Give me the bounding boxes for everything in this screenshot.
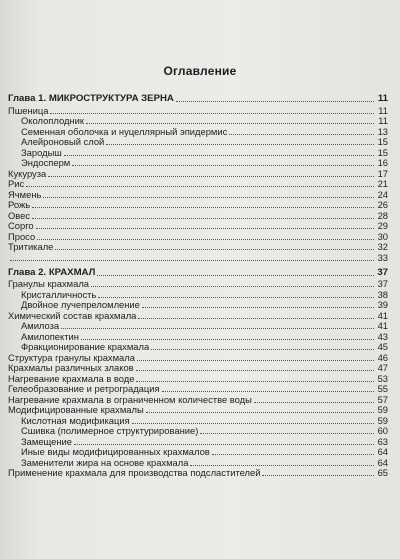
toc-entry — [8, 352, 388, 363]
entry-page-number: 39 — [377, 299, 388, 310]
dot-leader — [136, 370, 374, 371]
entry-page-number: 17 — [377, 167, 388, 179]
dot-leader — [142, 307, 374, 308]
toc-entry — [8, 252, 388, 263]
entry-page-number: 43 — [377, 330, 388, 342]
table-of-contents — [8, 92, 388, 478]
entry-page-number: 32 — [377, 241, 388, 252]
toc-entry — [8, 158, 388, 169]
entry-title: Гелеобразование и ретроградация — [8, 383, 160, 394]
entry-page-number: 41 — [377, 320, 388, 331]
dot-leader — [106, 144, 374, 145]
toc-entry — [8, 468, 388, 479]
toc-entry — [8, 242, 388, 253]
dot-leader — [229, 134, 374, 135]
toc-entry — [8, 331, 388, 342]
toc-entry — [8, 373, 388, 384]
entry-title: Пшеница — [8, 104, 49, 116]
entry-title: Кристалличность — [21, 288, 97, 300]
entry-page-number: 53 — [377, 372, 388, 384]
entry-page-number: 37 — [377, 266, 388, 278]
dot-leader — [137, 360, 374, 361]
entry-title: Рис — [8, 178, 25, 189]
toc-entry — [8, 221, 388, 232]
entry-title: Кукуруза — [8, 167, 47, 179]
entry-page-number: 47 — [377, 362, 388, 373]
dot-leader — [72, 165, 374, 166]
entry-page-number: 37 — [377, 278, 388, 289]
entry-page-number: 63 — [377, 435, 388, 447]
toc-entry — [8, 189, 388, 200]
dot-leader — [146, 412, 374, 413]
toc-entry — [8, 384, 388, 395]
dot-leader — [200, 433, 374, 434]
dot-leader — [36, 228, 374, 229]
dot-leader — [64, 155, 374, 156]
entry-title: Амилопектин — [21, 330, 79, 342]
entry-title: Ячмень — [8, 188, 42, 200]
toc-entry — [8, 279, 388, 290]
toc-entry — [8, 289, 388, 300]
entry-page-number: 64 — [377, 446, 388, 457]
dot-leader — [254, 402, 374, 403]
entry-page-number: 57 — [377, 393, 388, 405]
entry-page-number: 11 — [378, 115, 388, 126]
dot-leader — [81, 339, 374, 340]
toc-entry — [8, 342, 388, 353]
entry-page-number: 13 — [377, 125, 388, 137]
dot-leader — [43, 197, 374, 198]
entry-page-number: 46 — [377, 351, 388, 363]
entry-page-number: 45 — [377, 341, 388, 352]
entry-title: Эндосперм — [21, 157, 71, 168]
entry-title: Иные виды модифицированных крахмалов — [21, 446, 210, 457]
entry-page-number: 24 — [377, 188, 388, 200]
entry-title: Амилоза — [21, 320, 60, 331]
toc-entry — [8, 310, 388, 321]
dot-leader — [190, 465, 374, 466]
entry-page-number: 59 — [377, 404, 388, 415]
toc-entry — [8, 447, 388, 458]
dot-leader — [132, 423, 374, 424]
entry-title: Гранулы крахмала — [8, 278, 90, 289]
entry-page-number: 55 — [377, 383, 388, 394]
entry-title: Нагревание крахмала в ограниченном количестве воды — [8, 393, 252, 405]
entry-page-number: 26 — [377, 199, 388, 210]
entry-title: Применение крахмала для производства подсластителей — [8, 467, 261, 478]
toc-entry — [8, 405, 388, 416]
entry-page-number: 60 — [377, 425, 388, 436]
dot-leader — [138, 318, 374, 319]
entry-title: Замещение — [21, 435, 72, 447]
entry-page-number: 15 — [377, 146, 388, 158]
toc-entry — [8, 426, 388, 437]
dot-leader — [32, 218, 374, 219]
entry-page-number: 29 — [377, 220, 388, 231]
entry-page-number: 64 — [377, 456, 388, 468]
entry-title: Двойное лучепреломление — [21, 299, 140, 310]
toc-entry — [8, 126, 388, 137]
dot-leader — [48, 176, 374, 177]
entry-title: Тритикале — [8, 241, 54, 252]
dot-leader — [176, 101, 374, 102]
dot-leader — [32, 207, 374, 208]
dot-leader — [74, 444, 374, 445]
entry-title: Алейроновый слой — [21, 136, 105, 147]
dot-leader — [212, 454, 374, 455]
entry-page-number: 11 — [377, 93, 388, 104]
toc-entry — [8, 321, 388, 332]
dot-leader — [98, 297, 374, 298]
dot-leader — [50, 113, 374, 114]
toc-entry — [8, 168, 388, 179]
entry-title: Нагревание крахмала в воде — [8, 372, 135, 384]
chapter-entry — [8, 266, 388, 278]
toc-entry — [8, 210, 388, 221]
entry-title: Крахмалы различных злаков — [8, 362, 134, 373]
entry-title: Рожь — [8, 199, 31, 210]
entry-page-number: 30 — [377, 230, 388, 242]
dot-leader — [136, 381, 374, 382]
dot-leader — [162, 391, 374, 392]
entry-title: Семенная оболочка и нуцеллярный эпидермис — [21, 125, 228, 137]
entry-title: Овес — [8, 209, 31, 221]
toc-entry — [8, 300, 388, 311]
dot-leader — [61, 328, 374, 329]
toc-entry — [8, 231, 388, 242]
entry-title: Сшивка (полимерное структурирование) — [21, 425, 199, 436]
entry-title: Околоплодник — [21, 115, 84, 126]
toc-entry — [8, 105, 388, 116]
entry-title: Структура гранулы крахмала — [8, 351, 135, 363]
dot-leader — [151, 349, 374, 350]
entry-page-number: 15 — [377, 136, 388, 147]
entry-page-number: 38 — [377, 288, 388, 300]
toc-entry — [8, 415, 388, 426]
entry-title: Зародыш — [21, 146, 62, 158]
dot-leader — [91, 286, 374, 287]
toc-entry — [8, 147, 388, 158]
entry-page-number: 28 — [377, 209, 388, 221]
entry-page-number: 59 — [377, 414, 388, 426]
entry-page-number: 65 — [377, 467, 388, 478]
toc-entry — [8, 179, 388, 190]
dot-leader — [10, 260, 374, 261]
entry-page-number: 11 — [378, 104, 388, 116]
dot-leader — [97, 275, 374, 276]
entry-page-number: 21 — [377, 178, 388, 189]
dot-leader — [26, 186, 374, 187]
toc-entry — [8, 200, 388, 211]
entry-title: Кислотная модификация — [21, 414, 130, 426]
entry-title: Заменители жира на основе крахмала — [21, 456, 189, 468]
entry-title: Глава 2. КРАХМАЛ — [8, 266, 96, 278]
entry-page-number: 33 — [377, 251, 388, 263]
dot-leader — [86, 123, 374, 124]
entry-title: Модифицированные крахмалы — [8, 404, 144, 415]
toc-entry — [8, 116, 388, 127]
entry-title: Сорго — [8, 220, 34, 231]
dot-leader — [262, 475, 374, 476]
dot-leader — [37, 239, 374, 240]
toc-entry — [8, 394, 388, 405]
toc-entry — [8, 436, 388, 447]
entry-title: Глава 1. МИКРОСТРУКТУРА ЗЕРНА — [8, 93, 174, 104]
page-title: Оглавление — [163, 64, 237, 78]
entry-title: Фракционирование крахмала — [21, 341, 150, 352]
dot-leader — [55, 249, 374, 250]
toc-entry — [8, 363, 388, 374]
toc-entry — [8, 137, 388, 148]
chapter-entry — [8, 92, 388, 104]
entry-title: Химический состав крахмала — [8, 309, 137, 321]
entry-page-number: 41 — [377, 309, 388, 321]
entry-title: Просо — [8, 230, 36, 242]
entry-page-number: 16 — [377, 157, 388, 168]
toc-entry — [8, 457, 388, 468]
